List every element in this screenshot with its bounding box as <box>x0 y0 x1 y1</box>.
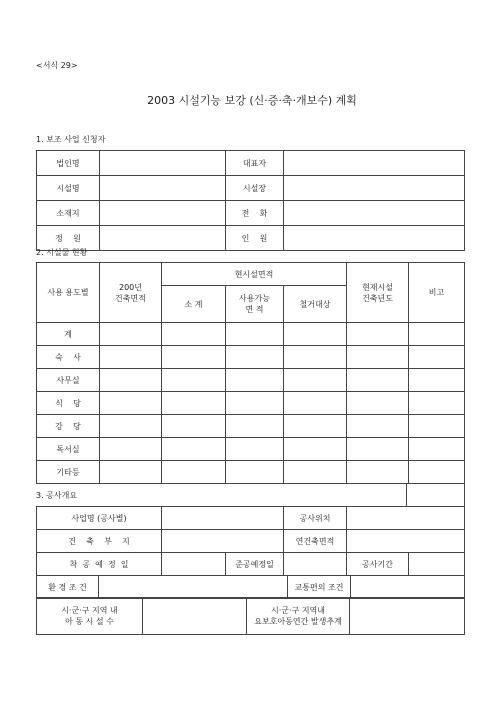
value-representative[interactable] <box>284 151 465 176</box>
facility-status-table <box>36 262 465 484</box>
table-cell[interactable] <box>347 369 409 392</box>
table-cell[interactable] <box>162 461 226 484</box>
label-address: 소재지 <box>37 201 100 226</box>
condition-table <box>36 575 465 599</box>
value-headcount[interactable] <box>284 226 465 251</box>
table-cell[interactable] <box>409 415 465 438</box>
table-row <box>37 576 465 599</box>
table-cell[interactable] <box>347 346 409 369</box>
table-cell[interactable] <box>284 461 347 484</box>
label-project-name: 사업명 (공사별) <box>37 507 162 530</box>
label-site: 건 축 부 지 <box>37 530 162 553</box>
value-project-name[interactable] <box>162 507 284 530</box>
table-row <box>37 346 465 369</box>
value-completion-date[interactable] <box>284 553 347 576</box>
table-cell[interactable] <box>284 369 347 392</box>
table-row <box>37 369 465 392</box>
value-phone[interactable] <box>284 201 465 226</box>
table-cell[interactable] <box>409 461 465 484</box>
table-cell[interactable] <box>226 415 284 438</box>
value-address[interactable] <box>100 201 226 226</box>
table-row <box>37 553 465 576</box>
table-cell[interactable] <box>347 461 409 484</box>
label-facility-name: 시설명 <box>37 176 100 201</box>
table-cell[interactable] <box>100 438 162 461</box>
row-label: 식 당 <box>37 392 100 415</box>
header-usage: 사용 용도별 <box>37 263 100 323</box>
label-phone: 전 화 <box>226 201 284 226</box>
table-cell[interactable] <box>284 392 347 415</box>
table-cell[interactable] <box>226 461 284 484</box>
table-cell[interactable] <box>226 369 284 392</box>
table-row <box>37 507 465 530</box>
value-location[interactable] <box>347 507 465 530</box>
value-capacity[interactable] <box>100 226 226 251</box>
header-current-area: 현시설면적 <box>162 263 347 286</box>
section3-heading-cell <box>406 484 464 506</box>
label-representative: 대표자 <box>226 151 284 176</box>
table-row <box>37 415 465 438</box>
table-cell[interactable] <box>100 392 162 415</box>
header-demolish: 철거대상 <box>284 286 347 323</box>
row-label: 계 <box>37 323 100 346</box>
row-label: 강 당 <box>37 415 100 438</box>
page-title: 2003 시설기능 보강 (신·증·축·개보수) 계획 <box>147 94 357 107</box>
table-cell[interactable] <box>284 346 347 369</box>
label-location: 공사위치 <box>284 507 347 530</box>
table-cell[interactable] <box>162 415 226 438</box>
table-cell[interactable] <box>162 369 226 392</box>
table-row <box>37 461 465 484</box>
table-cell[interactable] <box>162 323 226 346</box>
construction-table <box>36 506 465 576</box>
table-cell[interactable] <box>409 438 465 461</box>
table-row <box>37 226 465 251</box>
table-row <box>37 323 465 346</box>
value-duration[interactable] <box>409 553 465 576</box>
table-cell[interactable] <box>347 438 409 461</box>
header-build-year: 현재시설 건축년도 <box>347 263 409 323</box>
table-cell[interactable] <box>409 346 465 369</box>
table-cell[interactable] <box>284 323 347 346</box>
header-area-200x: 200년 건축면적 <box>100 263 162 323</box>
label-start-date: 착 공 예 정 일 <box>37 553 162 576</box>
label-duration: 공사기간 <box>347 553 409 576</box>
section2-heading: 2. 시설물 현황 <box>36 248 88 257</box>
table-cell[interactable] <box>100 323 162 346</box>
value-start-date[interactable] <box>162 553 226 576</box>
value-traffic[interactable] <box>351 576 465 599</box>
row-label: 기타등 <box>37 461 100 484</box>
row-label: 독서실 <box>37 438 100 461</box>
table-cell[interactable] <box>226 323 284 346</box>
table-row <box>37 392 465 415</box>
value-environment[interactable] <box>99 576 288 599</box>
label-traffic: 교통편의 조건 <box>288 576 351 599</box>
applicant-table <box>36 150 465 251</box>
header-note: 비고 <box>409 263 465 323</box>
section3-heading-row <box>36 484 465 506</box>
local-stats-table <box>36 597 465 635</box>
table-cell[interactable] <box>284 438 347 461</box>
label-facility-head: 시설장 <box>226 176 284 201</box>
table-cell[interactable] <box>347 323 409 346</box>
table-cell[interactable] <box>409 369 465 392</box>
table-cell[interactable] <box>162 392 226 415</box>
table-header-row <box>37 263 465 286</box>
table-cell[interactable] <box>409 323 465 346</box>
table-cell[interactable] <box>347 392 409 415</box>
label-completion-date: 준공예정일 <box>226 553 284 576</box>
label-headcount: 인 원 <box>226 226 284 251</box>
table-cell[interactable] <box>284 415 347 438</box>
value-corp-name[interactable] <box>100 151 226 176</box>
table-cell[interactable] <box>100 369 162 392</box>
table-row <box>37 598 465 635</box>
header-usable: 사용가능 면 적 <box>226 286 284 323</box>
value-facility-name[interactable] <box>100 176 226 201</box>
label-protection-demand: 시·군·구 지역내 요보호아동연간 발생추계 <box>247 598 350 635</box>
value-facility-head[interactable] <box>284 176 465 201</box>
label-environment: 환 경 조 건 <box>37 576 99 599</box>
label-capacity: 정 원 <box>37 226 100 251</box>
table-cell[interactable] <box>226 438 284 461</box>
table-row <box>37 438 465 461</box>
value-total-floor-area[interactable] <box>347 530 465 553</box>
value-child-facilities[interactable] <box>143 598 247 635</box>
table-cell[interactable] <box>100 461 162 484</box>
table-row <box>37 201 465 226</box>
table-cell[interactable] <box>100 415 162 438</box>
form-number: <서식 29> <box>36 61 78 70</box>
table-cell[interactable] <box>162 438 226 461</box>
row-label: 사무실 <box>37 369 100 392</box>
label-corp-name: 법인명 <box>37 151 100 176</box>
table-cell[interactable] <box>347 415 409 438</box>
value-protection-demand[interactable] <box>350 598 465 635</box>
section3-heading: 3. 공사개요 <box>36 484 406 506</box>
section1-heading: 1. 보조 사업 신청자 <box>36 135 106 144</box>
table-cell[interactable] <box>226 346 284 369</box>
table-cell[interactable] <box>162 346 226 369</box>
label-child-facilities: 시·군·구 지역 내 아 동 시 설 수 <box>37 598 143 635</box>
table-row <box>37 176 465 201</box>
header-subtotal: 소 계 <box>162 286 226 323</box>
table-row <box>37 530 465 553</box>
table-cell[interactable] <box>409 392 465 415</box>
table-cell[interactable] <box>100 346 162 369</box>
row-label: 숙 사 <box>37 346 100 369</box>
label-total-floor-area: 연건축면적 <box>284 530 347 553</box>
value-site[interactable] <box>162 530 284 553</box>
table-row <box>37 151 465 176</box>
table-cell[interactable] <box>226 392 284 415</box>
